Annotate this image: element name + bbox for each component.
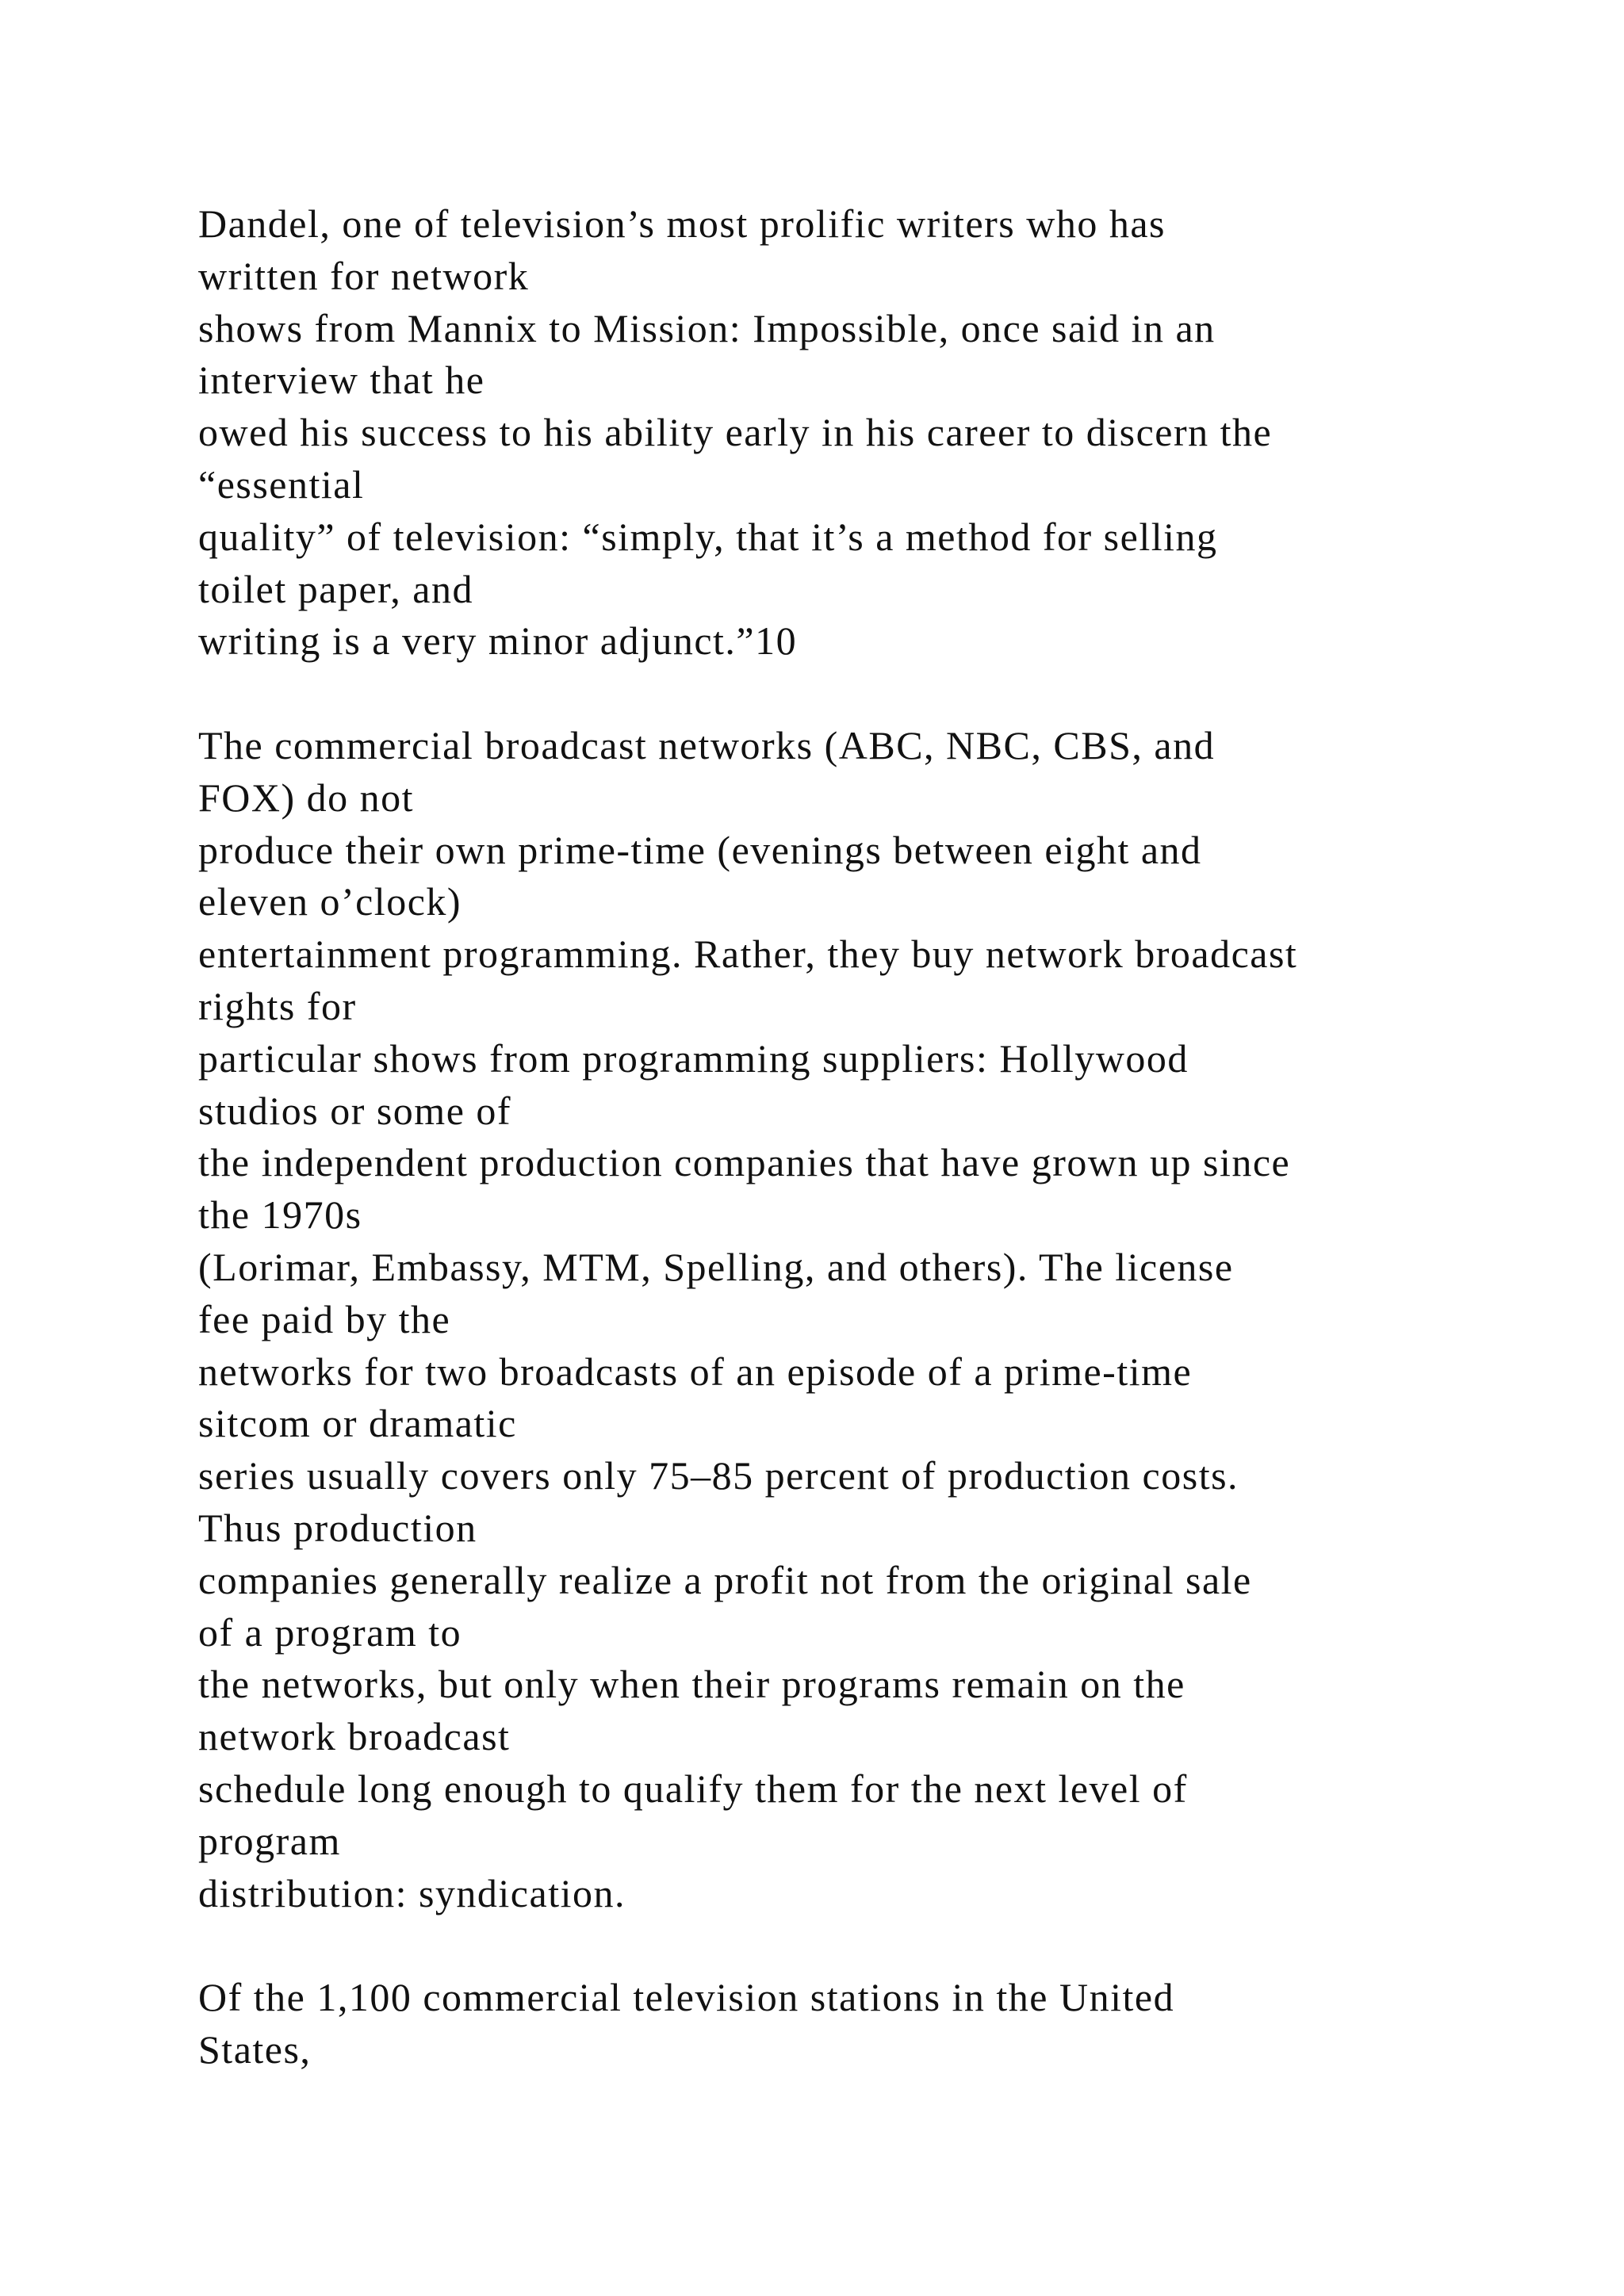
text-line: rights for	[198, 983, 357, 1028]
text-line: produce their own prime-time (evenings between eight and	[198, 827, 1202, 872]
text-line: companies generally realize a profit not from the original sale	[198, 1557, 1252, 1602]
text-line: owed his success to his ability early in his career to discern the	[198, 410, 1273, 455]
text-line: studios or some of	[198, 1088, 512, 1133]
text-line: toilet paper, and	[198, 566, 473, 611]
text-line: of a program to	[198, 1609, 462, 1655]
body-text	[198, 198, 1546, 2128]
text-line: “essential	[198, 461, 365, 507]
text-line: interview that he	[198, 358, 485, 403]
text-line: Thus production	[198, 1505, 477, 1550]
text-line: series usually covers only 75–85 percent of production costs.	[198, 1453, 1239, 1498]
text-line: quality” of television: “simply, that it’s a method for selling	[198, 514, 1218, 559]
text-line: The commercial broadcast networks (ABC, NBC, CBS, and	[198, 722, 1216, 767]
text-line: FOX) do not	[198, 775, 415, 820]
text-line: (Lorimar, Embassy, MTM, Spelling, and others). The license	[198, 1244, 1234, 1289]
text-line: schedule long enough to qualify them for the next level of	[198, 1766, 1188, 1811]
paragraph-1	[198, 198, 1546, 668]
text-line: the independent production companies that have grown up since	[198, 1140, 1291, 1185]
text-line: particular shows from programming suppliers: Hollywood	[198, 1035, 1189, 1081]
text-line: sitcom or dramatic	[198, 1401, 517, 1446]
text-line: States,	[198, 2026, 312, 2072]
text-line: Dandel, one of television’s most prolific writers who has	[198, 201, 1166, 246]
text-line: shows from Mannix to Mission: Impossible, once said in an	[198, 305, 1216, 350]
text-line: writing is a very minor adjunct.”10	[198, 618, 798, 664]
text-line: written for network	[198, 253, 530, 298]
paragraph-2	[198, 720, 1546, 1919]
text-line: Of the 1,100 commercial television stations in the United	[198, 1975, 1175, 2020]
text-line: network broadcast	[198, 1714, 511, 1759]
text-line: the networks, but only when their programs remain on the	[198, 1662, 1185, 1707]
text-line: entertainment programming. Rather, they buy network broadcast	[198, 932, 1298, 977]
text-line: eleven o’clock)	[198, 879, 462, 924]
text-line: distribution: syndication.	[198, 1870, 626, 1915]
text-line: program	[198, 1818, 341, 1863]
text-line: fee paid by the	[198, 1296, 451, 1341]
text-line: networks for two broadcasts of an episode of a prime-time	[198, 1349, 1193, 1394]
text-line: the 1970s	[198, 1192, 362, 1238]
paragraph-3	[198, 1972, 1546, 2076]
